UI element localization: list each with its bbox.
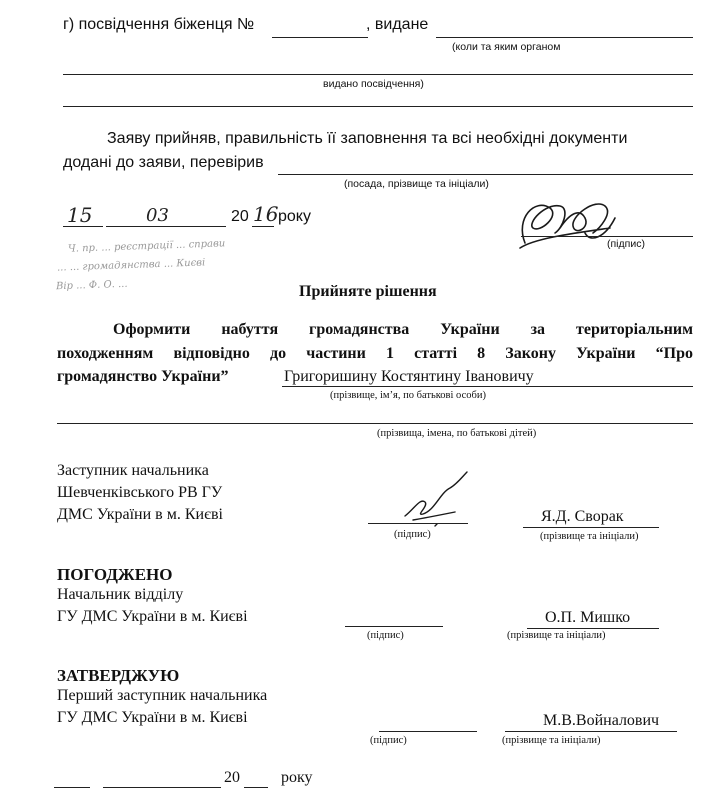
- deputy-signature-line: [368, 523, 468, 524]
- deputy-name-caption: (прізвище та ініціали): [540, 531, 639, 542]
- refugee-caption-2: видано посвідчення): [323, 78, 424, 90]
- approve-signature-line: [379, 731, 477, 732]
- refugee-caption-1: (коли та яким органом: [452, 41, 561, 53]
- approve-name: М.В.Войналович: [543, 712, 660, 729]
- accept-position-line: [278, 174, 693, 175]
- decision-line-3-prefix: громадянство України”: [57, 368, 229, 385]
- deputy-signature-caption: (підпис): [394, 529, 431, 540]
- date-month-line: [106, 226, 226, 227]
- deputy-line-2: Шевченківського РВ ГУ: [57, 484, 223, 501]
- approve-signature-caption: (підпис): [370, 735, 407, 746]
- agreed-name-line: [527, 628, 659, 629]
- date-month: 03: [146, 205, 169, 226]
- agreed-line-2: ГУ ДМС України в м. Києві: [57, 608, 248, 625]
- date-day: 15: [67, 203, 93, 227]
- decision-children-caption: (прізвища, імена, по батькові дітей): [377, 428, 537, 439]
- stamp-line-3: Вір ... Ф. О. ...: [55, 278, 128, 293]
- date-year-word: року: [278, 208, 311, 225]
- signature-line-top: [521, 236, 693, 237]
- agreed-line-1: Начальник відділу: [57, 586, 184, 603]
- agreed-name-caption: (прізвище та ініціали): [507, 630, 606, 641]
- date-year-prefix: 20: [231, 208, 249, 225]
- footer-year-word: року: [281, 769, 313, 786]
- refugee-line-2: [63, 74, 693, 75]
- accept-line-1: Заяву прийняв, правильність її заповнення та всі необхідні документи: [107, 130, 628, 147]
- approve-name-caption: (прізвище та ініціали): [502, 735, 601, 746]
- deputy-signature: [395, 468, 475, 530]
- stamp-line-2: ... ... громадянства ... Києві: [56, 257, 206, 274]
- decision-person-line: [282, 386, 693, 387]
- approve-line-1: Перший заступник начальника: [57, 687, 268, 704]
- decision-line-2: походженням відповідно до частини 1 статті 8 Закону України “Про: [57, 345, 693, 362]
- agreed-signature-line: [345, 626, 443, 627]
- refugee-line-3: [63, 106, 693, 107]
- refugee-number-line: [272, 37, 368, 38]
- deputy-line-1: Заступник начальника: [57, 462, 209, 479]
- agreed-name: О.П. Мишко: [545, 609, 631, 626]
- decision-person-name: Григоришину Костянтину Івановичу: [284, 368, 534, 385]
- decision-person-caption: (прізвище, ім’я, по батькові особи): [330, 390, 486, 401]
- date-day-line: [63, 226, 103, 227]
- deputy-name: Я.Д. Сворак: [541, 508, 624, 525]
- stamp-line-1: Ч. пр. ... реєстрації ... справи: [67, 238, 226, 255]
- deputy-line-3: ДМС України в м. Києві: [57, 506, 223, 523]
- agreed-heading: ПОГОДЖЕНО: [57, 565, 173, 584]
- deputy-name-line: [523, 527, 659, 528]
- footer-month-line: [103, 787, 221, 788]
- refugee-issued-label: , видане: [366, 16, 429, 33]
- decision-line-1: Оформити набуття громадянства України за територіальним: [113, 321, 693, 338]
- approve-name-line: [505, 731, 677, 732]
- date-year-suffix: 16: [253, 202, 279, 226]
- approve-line-2: ГУ ДМС України в м. Києві: [57, 709, 248, 726]
- accept-caption: (посада, прізвище та ініціали): [344, 178, 489, 190]
- agreed-signature-caption: (підпис): [367, 630, 404, 641]
- footer-day-line: [54, 787, 90, 788]
- refugee-issuer-line: [436, 37, 693, 38]
- approve-heading: ЗАТВЕРДЖУЮ: [57, 666, 180, 685]
- inspector-signature: [505, 188, 625, 263]
- date-year-line: [252, 226, 274, 227]
- refugee-certificate-label: г) посвідчення біженця №: [63, 16, 255, 33]
- footer-year-line: [244, 787, 268, 788]
- footer-year-prefix: 20: [224, 769, 240, 786]
- accept-line-2: додані до заяви, перевірив: [63, 154, 264, 171]
- decision-title: Прийняте рішення: [299, 283, 437, 300]
- signature-caption-top: (підпис): [607, 238, 645, 250]
- decision-children-line: [57, 423, 693, 424]
